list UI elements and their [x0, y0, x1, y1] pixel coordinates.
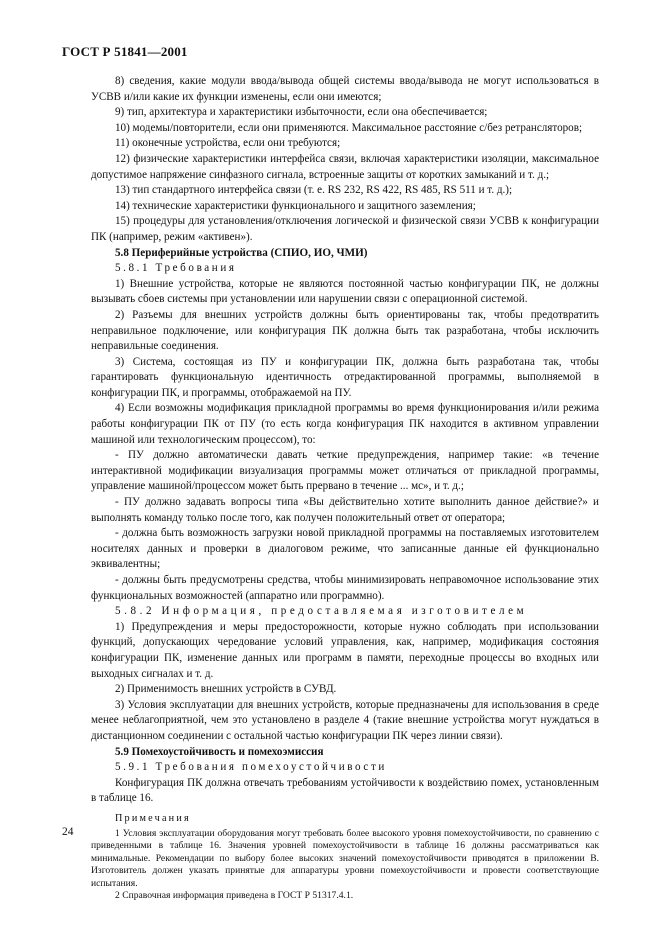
subsection-heading-5-9-1: 5.9.1 Требования помехоустойчивости: [115, 761, 387, 774]
page-number: 24: [62, 826, 74, 838]
notes-title: Примечания: [115, 812, 191, 824]
list-item-9: 9) тип, архитектура и характеристики избыточности, если она обеспечивается;: [115, 106, 488, 119]
list-item-13: 13) тип стандартного интерфейса связи (т. е. RS 232, RS 422, RS 485, RS 511 и т. д.);: [115, 184, 513, 197]
page-body: [91, 74, 599, 903]
notes-block: [91, 813, 599, 903]
list-item-14: 14) технические характеристики функционального и защитного заземления;: [115, 199, 476, 212]
list-item-15: 15) процедуры для установления/отключения логической и физической связи УСВВ к конфигурации ПК (например, режим «активен»).: [91, 215, 599, 243]
bullet-item: - должны быть предусмотрены средства, чтобы минимизировать неправомочное использование этих функциональных возможностей (аппаратно или программно).: [91, 574, 599, 602]
info-item-1: 1) Предупреждения и меры предосторожности, которые нужно соблюдать при использовании функций, допускающих чередование условий управления, как, например, модификация состояния конфигурации ПК, изменение данных или программ в памяти, переходные процессы во входных или выходных сигналах и т. д.: [91, 620, 599, 680]
paragraph: Конфигурация ПК должна отвечать требованиям устойчивости к воздействию помех, установленным в таблице 16.: [91, 776, 599, 805]
list-item-8: 8) сведения, какие модули ввода/вывода общей системы ввода/вывода не могут использоваться в УСВВ и/или какие их функции изменены, если они имеются;: [91, 75, 599, 103]
requirement-3: 3) Система, состоящая из ПУ и конфигурации ПК, должна быть разработана так, чтобы гарантировать функциональную идентичность отредактированной программы, выполняемой в конфигурации ПК, и программы, отображаемой на ПУ.: [91, 355, 599, 399]
section-heading-5-8: 5.8 Периферийные устройства (СПИО, ИО, ЧМИ): [115, 246, 368, 259]
note-item-1: 1 Условия эксплуатации оборудования могут требовать более высокого уровня помехоустойчивости, по сравнению с приведенными в таблице 16. Значения уровней помехоустойчивости в таблице 16 должны рассматриваться как минимальные. Рекомендации по выбору более высоких значений помехоустойчивости приводятся в приложении В. Изготовитель должен указать принятые для аппаратуры уровни помехоустойчивости и провести соответствующие испытания.: [91, 827, 599, 889]
requirement-4: 4) Если возможны модификация прикладной программы во время функционирования и/или режима работы конфигурации ПК от ПУ (то есть когда конфигурация ПК находится в активном управлении машиной или технологическим процессом), то:: [91, 402, 599, 446]
bullet-item: - должна быть возможность загрузки новой прикладной программы на поставляемых изготовителем носителях данных и проверки в диалоговом режиме, что записанные данные ей функционально эквивалентны;: [91, 527, 599, 571]
subsection-heading-5-8-2: 5.8.2 Информация, предоставляемая изготовителем: [115, 605, 528, 618]
note-item-2: 2 Справочная информация приведена в ГОСТ Р 51317.4.1.: [115, 890, 354, 902]
list-item-11: 11) оконечные устройства, если они требуются;: [115, 137, 341, 150]
section-heading-5-9: 5.9 Помехоустойчивость и помехоэмиссия: [115, 745, 324, 758]
requirement-2: 2) Разъемы для внешних устройств должны быть ориентированы так, чтобы предотвратить неправильное подключение, или конфигурация ПК должна быть так разработана, чтобы исключить неправильные соединения.: [91, 308, 599, 353]
list-item-12: 12) физические характеристики интерфейса связи, включая характеристики изоляции, максимальное допустимое напряжение синфазного сигнала, встроенные защиты от коротких замыканий и т. д.;: [91, 152, 599, 181]
bullet-item: - ПУ должно автоматически давать четкие предупреждения, например такие: «в течение интерактивной модификации визуализация программы может отличаться от прикладной программы, управление машиной/процессом может быть прервано в течение ... мс», и т. д.;: [91, 449, 599, 493]
list-item-10: 10) модемы/повторители, если они применяются. Максимальное расстояние с/без ретрансляторов;: [115, 121, 583, 134]
subsection-heading-5-8-1: 5.8.1 Требования: [115, 262, 237, 275]
bullet-item: - ПУ должно задавать вопросы типа «Вы действительно хотите выполнить данное действие?» и выполнять команду только после того, как получен положительный ответ от оператора;: [91, 496, 599, 524]
document-code-header: ГОСТ Р 51841—2001: [62, 44, 188, 59]
requirement-1: 1) Внешние устройства, которые не являются постоянной частью конфигурации ПК, не должны вызывать сбоев системы при установлении или нарушении связи с операционной системой.: [91, 277, 599, 306]
info-item-3: 3) Условия эксплуатации для внешних устройств, которые предназначены для использования в среде менее неблагоприятной, чем это установлено в разделе 4 (такие внешние устройства могут нуждаться в дистанционном соединении с остальной частью конфигурации ПК через линии связи).: [91, 698, 599, 742]
info-item-2: 2) Применимость внешних устройств в СУВД.: [115, 683, 337, 696]
